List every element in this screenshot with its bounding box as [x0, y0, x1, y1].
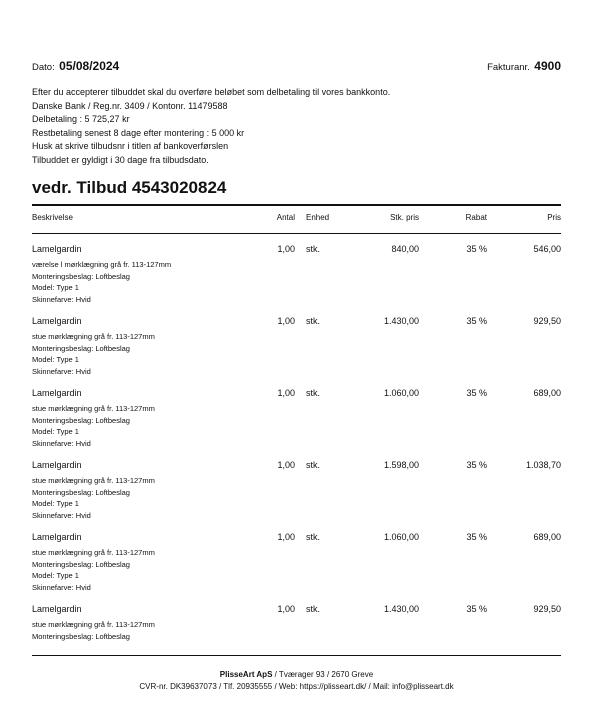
instruction-line: Husk at skrive tilbudsnr i titlen af bankoverførslen	[32, 141, 229, 152]
footer-address-line	[32, 669, 561, 681]
table-row	[32, 532, 561, 604]
item-quantity: 1,00	[277, 388, 295, 398]
item-unit-price: 1.060,00	[383, 388, 419, 398]
table-row	[32, 460, 561, 532]
item-unit: stk.	[306, 388, 321, 398]
header-unit: Enhed	[306, 213, 330, 222]
item-detail-line: Skinnefarve: Hvid	[32, 294, 91, 304]
invoice-number-label: Fakturanr.	[487, 62, 530, 73]
line-items	[32, 244, 561, 676]
instruction-line: Danske Bank / Reg.nr. 3409 / Kontonr. 11479588	[32, 100, 228, 111]
document-header	[32, 57, 561, 75]
item-detail-line: stue mørklægning grå fr. 113-127mm	[32, 404, 155, 413]
item-discount: 35 %	[466, 604, 487, 614]
item-name: Lamelgardin	[32, 532, 82, 542]
item-unit-price: 1.430,00	[383, 604, 419, 614]
item-quantity: 1,00	[277, 316, 295, 326]
table-row	[32, 244, 561, 316]
item-discount: 35 %	[466, 532, 487, 542]
item-discount: 35 %	[466, 316, 487, 326]
item-unit: stk.	[306, 460, 321, 470]
date-field	[32, 57, 119, 75]
table-row	[32, 388, 561, 460]
item-quantity: 1,00	[277, 604, 295, 614]
header-unit-price: Stk. pris	[390, 213, 419, 222]
company-name: PlisseArt ApS	[219, 670, 273, 679]
item-unit: stk.	[306, 316, 321, 326]
item-quantity: 1,00	[277, 244, 295, 254]
instruction-line: Tilbuddet er gyldigt i 30 dage fra tilbudsdato.	[32, 154, 209, 165]
item-unit-price: 1.060,00	[383, 532, 419, 542]
instruction-line: Delbetaling : 5 725,27 kr	[32, 114, 130, 125]
invoice-number-value: 4900	[534, 59, 561, 73]
item-details	[32, 547, 155, 593]
item-details	[32, 259, 171, 305]
item-detail-line: Skinnefarve: Hvid	[32, 510, 91, 520]
instruction-line: Restbetaling senest 8 dage efter montering : 5 000 kr	[32, 127, 245, 138]
item-detail-line: Monteringsbeslag: Loftbeslag	[32, 487, 130, 497]
item-price: 1.038,70	[525, 460, 561, 470]
item-detail-line: stue mørklægning grå fr. 113-127mm	[32, 620, 155, 629]
item-details	[32, 475, 155, 521]
item-detail-line: Model: Type 1	[32, 355, 79, 364]
item-detail-line: Skinnefarve: Hvid	[32, 582, 91, 592]
header-description: Beskrivelse	[32, 213, 73, 222]
item-name: Lamelgardin	[32, 604, 82, 614]
instruction-line: Efter du accepterer tilbuddet skal du overføre beløbet som delbetaling til vores bankkonto.	[32, 87, 391, 97]
table-row	[32, 316, 561, 388]
item-unit-price: 1.598,00	[383, 460, 419, 470]
item-price: 689,00	[533, 388, 561, 398]
invoice-number-field	[487, 57, 561, 75]
item-detail-line: Monteringsbeslag: Loftbeslag	[32, 631, 130, 641]
item-detail-line: stue mørklægning grå fr. 113-127mm	[32, 476, 155, 485]
item-detail-line: værelse l mørklægning grå fr. 113-127mm	[32, 260, 172, 269]
item-price: 929,50	[533, 316, 561, 326]
item-unit: stk.	[306, 604, 321, 614]
item-detail-line: Monteringsbeslag: Loftbeslag	[32, 415, 130, 425]
item-detail-line: Monteringsbeslag: Loftbeslag	[32, 559, 130, 569]
item-detail-line: Model: Type 1	[32, 283, 79, 292]
header-quantity: Antal	[276, 213, 295, 222]
item-price: 546,00	[533, 244, 561, 254]
item-detail-line: Monteringsbeslag: Loftbeslag	[32, 343, 130, 353]
footer-divider	[32, 655, 561, 656]
date-value: 05/08/2024	[59, 59, 120, 73]
item-price: 689,00	[533, 532, 561, 542]
item-details	[32, 331, 155, 377]
item-unit: stk.	[306, 244, 321, 254]
item-detail-line: Monteringsbeslag: Loftbeslag	[32, 271, 130, 281]
item-unit-price: 1.430,00	[383, 316, 419, 326]
title-divider	[32, 204, 561, 206]
item-details	[32, 619, 155, 642]
item-discount: 35 %	[466, 388, 487, 398]
company-footer	[32, 669, 561, 692]
header-discount: Rabat	[465, 213, 487, 222]
item-name: Lamelgardin	[32, 244, 82, 254]
item-name: Lamelgardin	[32, 388, 82, 398]
item-detail-line: Model: Type 1	[32, 427, 79, 436]
footer-contact-line: CVR-nr. DK39637073 / Tlf. 20935555 / Web: https://plisseart.dk/ / Mail: info@plisseart.dk	[139, 681, 454, 691]
item-quantity: 1,00	[277, 532, 295, 542]
offer-title: vedr. Tilbud 4543020824	[32, 178, 227, 197]
item-detail-line: stue mørklægning grå fr. 113-127mm	[32, 332, 155, 341]
date-label: Dato:	[32, 62, 55, 73]
item-discount: 35 %	[466, 460, 487, 470]
item-quantity: 1,00	[277, 460, 295, 470]
item-detail-line: Model: Type 1	[32, 571, 79, 580]
item-name: Lamelgardin	[32, 316, 82, 326]
item-name: Lamelgardin	[32, 460, 82, 470]
header-divider	[32, 233, 561, 234]
item-details	[32, 403, 155, 449]
item-unit: stk.	[306, 532, 321, 542]
payment-instructions	[32, 86, 561, 168]
item-detail-line: Model: Type 1	[32, 499, 79, 508]
header-price: Pris	[547, 213, 561, 222]
item-detail-line: Skinnefarve: Hvid	[32, 366, 91, 376]
item-detail-line: Skinnefarve: Hvid	[32, 438, 91, 448]
table-row	[32, 604, 561, 676]
item-detail-line: stue mørklægning grå fr. 113-127mm	[32, 548, 155, 557]
company-address: / Tværager 93 / 2670 Greve	[272, 670, 374, 679]
item-discount: 35 %	[466, 244, 487, 254]
item-unit-price: 840,00	[391, 244, 419, 254]
table-header	[32, 213, 561, 225]
item-price: 929,50	[533, 604, 561, 614]
